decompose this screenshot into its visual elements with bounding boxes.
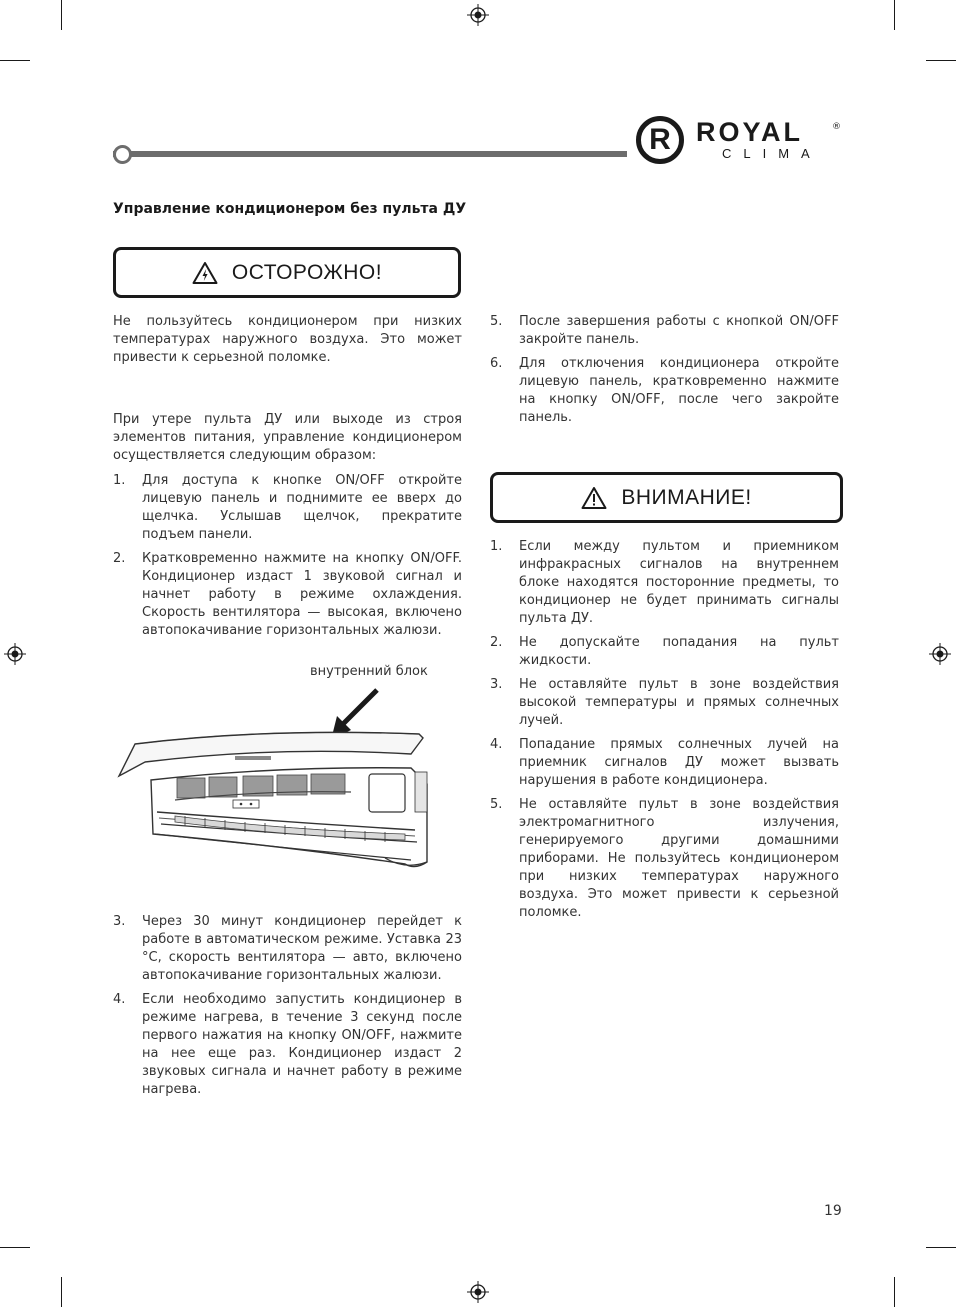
crop-mark bbox=[926, 60, 956, 61]
crop-mark bbox=[61, 1277, 62, 1307]
brand-sub: CLIMA bbox=[722, 146, 822, 161]
list-item bbox=[490, 796, 839, 922]
intro-paragraph: При утере пульта ДУ или выходе из строя элементов питания, управление кондиционером осуществляется следующим образом: bbox=[113, 412, 462, 463]
crop-mark bbox=[0, 60, 30, 61]
list-item-number: 5. bbox=[490, 314, 503, 329]
list-item bbox=[113, 472, 462, 544]
section-title: Управление кондиционером без пульта ДУ bbox=[113, 201, 467, 217]
crop-mark bbox=[894, 1277, 895, 1307]
exclamation-warning-icon bbox=[581, 486, 607, 510]
crop-mark bbox=[926, 1247, 956, 1248]
attention-list bbox=[490, 538, 839, 928]
list-item bbox=[490, 736, 839, 790]
list-item-text: После завершения работы с кнопкой ON/OFF закройте панель. bbox=[519, 314, 839, 347]
page-number: 19 bbox=[824, 1203, 842, 1219]
steps-list-a bbox=[113, 472, 462, 646]
crop-mark bbox=[61, 0, 62, 30]
list-item bbox=[490, 538, 839, 628]
list-item-number: 1. bbox=[113, 473, 126, 488]
list-item-number: 4. bbox=[113, 992, 126, 1007]
caution-box bbox=[113, 247, 461, 298]
list-item bbox=[113, 991, 462, 1099]
list-item bbox=[490, 676, 839, 730]
list-item-text: Через 30 минут кондиционер перейдет к работе в автоматическом режиме. Уставка 23 °С, скорость вентилятора — авто, включено автопокачивание горизонтальных жалюзи. bbox=[142, 914, 462, 983]
list-item bbox=[113, 550, 462, 640]
brand-name: ROYAL bbox=[696, 117, 804, 147]
registration-mark-icon bbox=[467, 1281, 489, 1303]
registration-mark-icon bbox=[467, 4, 489, 26]
registration-mark-icon bbox=[4, 643, 26, 665]
caution-text: Не пользуйтесь кондиционером при низких температурах наружного воздуха. Это может привести к серьезной поломке. bbox=[113, 314, 462, 365]
list-item bbox=[113, 913, 462, 985]
high-voltage-warning-icon bbox=[192, 261, 218, 285]
registration-mark-icon bbox=[929, 643, 951, 665]
list-item bbox=[490, 313, 839, 349]
list-item-number: 2. bbox=[113, 551, 126, 566]
caution-title: ОСТОРОЖНО! bbox=[231, 260, 383, 284]
list-item-text: Попадание прямых солнечных лучей на приемник сигналов ДУ может вызвать нарушения в работе кондиционера. bbox=[519, 737, 839, 788]
list-item-number: 2. bbox=[490, 635, 503, 650]
crop-mark bbox=[894, 0, 895, 30]
brand-logo-emblem: R bbox=[636, 116, 684, 164]
list-item-text: Не оставляйте пульт в зоне воздействия электромагнитного излучения, генерируемого другими домашними приборами. Не пользуйтесь кондиционером при низких температурах наружного воздуха. Это может привести к серьезной поломке. bbox=[519, 797, 839, 920]
attention-title: ВНИМАНИЕ! bbox=[621, 485, 752, 509]
list-item-text: Если между пультом и приемником инфракрасных сигналов на внутреннем блоке находятся посторонние предметы, то кондиционер не будет принимать сигналы пульта ДУ. bbox=[519, 539, 839, 626]
figure-label: внутренний блок bbox=[310, 664, 428, 679]
header-rule bbox=[113, 151, 627, 157]
list-item-text: Для доступа к кнопке ON/OFF откройте лицевую панель и поднимите ее вверх до щелчка. Услышав щелчок, прекратите подъем панели. bbox=[142, 473, 462, 542]
list-item-number: 4. bbox=[490, 737, 503, 752]
crop-mark bbox=[0, 1247, 30, 1248]
list-item-number: 3. bbox=[490, 677, 503, 692]
list-item bbox=[490, 634, 839, 670]
registered-mark: ® bbox=[832, 122, 841, 132]
list-item-number: 3. bbox=[113, 914, 126, 929]
header-rule-dot bbox=[113, 145, 132, 164]
steps-list-c bbox=[490, 313, 839, 433]
list-item-text: Если необходимо запустить кондиционер в режиме нагрева, в течение 3 секунд после первого нажатия на кнопку ON/OFF, нажмите на нее еще раз. Кондиционер издаст 2 звуковых сигнала и начнет работу в режиме нагрева. bbox=[142, 992, 462, 1097]
list-item-text: Для отключения кондиционера откройте лицевую панель, кратковременно нажмите на кнопку ON/OFF, после чего закройте панель. bbox=[519, 356, 839, 425]
indoor-unit-illustration bbox=[115, 684, 441, 874]
list-item-text: Не допускайте попадания на пульт жидкости. bbox=[519, 635, 839, 668]
list-item-number: 1. bbox=[490, 539, 503, 554]
list-item-text: Кратковременно нажмите на кнопку ON/OFF. Кондиционер издаст 1 звуковой сигнал и начнет работу в режиме охлаждения. Скорость вентилятора — высокая, включено автопокачивание горизонтальных жалюзи. bbox=[142, 551, 462, 638]
attention-box bbox=[490, 472, 843, 523]
list-item-number: 5. bbox=[490, 797, 503, 812]
list-item bbox=[490, 355, 839, 427]
steps-list-b bbox=[113, 913, 462, 1105]
list-item-text: Не оставляйте пульт в зоне воздействия высокой температуры и прямых солнечных лучей. bbox=[519, 677, 839, 728]
list-item-number: 6. bbox=[490, 356, 503, 371]
